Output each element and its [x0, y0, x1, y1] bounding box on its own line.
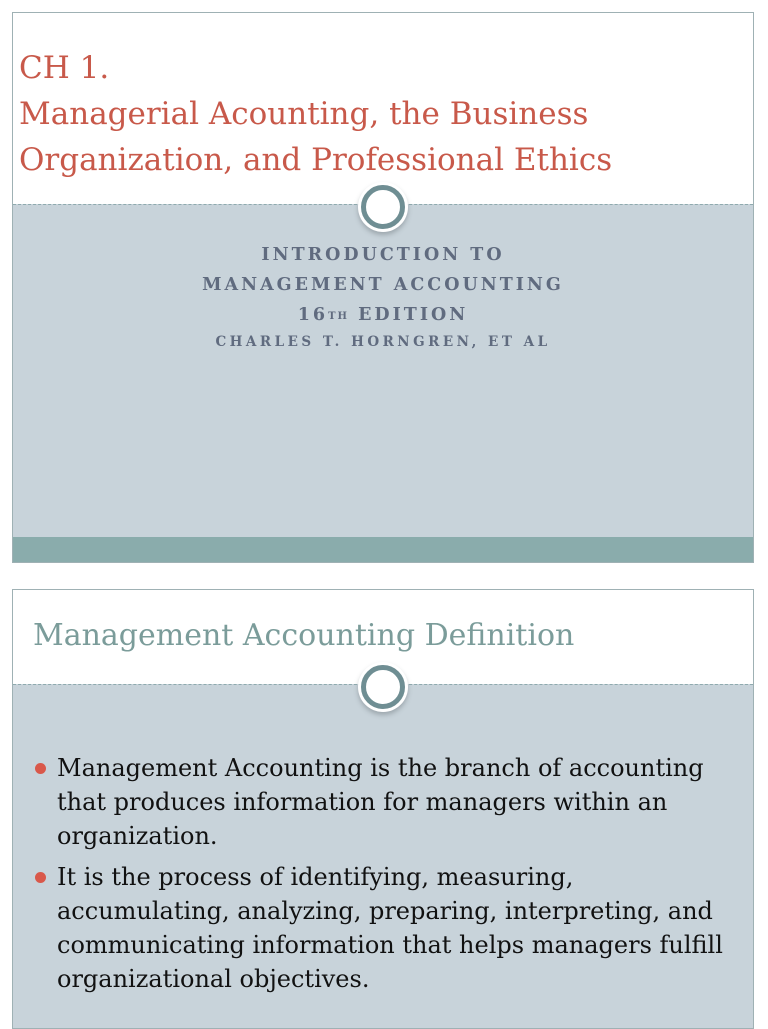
bullet-text: It is the process of identifying, measuring, accumulating, analyzing, preparing, interpreting, and communicating information that helps managers fulfill organizational objectives. [57, 863, 723, 993]
slide-1-title-area [13, 13, 753, 204]
edition-word: EDITION [358, 305, 469, 325]
book-subtitle [13, 240, 753, 353]
list-item [35, 751, 735, 853]
edition-number: 16 [297, 305, 329, 325]
definition-title: Management Accounting Definition [33, 618, 575, 653]
subtitle-line-1: INTRODUCTION TO [261, 245, 505, 265]
slide-2 [12, 589, 754, 1029]
bullet-dot-icon [35, 872, 46, 883]
list-item [35, 860, 735, 996]
slide-1 [12, 12, 754, 563]
chapter-title-line-2: Managerial Acounting, the Business [19, 96, 589, 132]
chapter-title-line-3: Organization, and Professional Ethics [19, 142, 613, 178]
ring-icon [361, 185, 405, 229]
subtitle-line-2: MANAGEMENT ACCOUNTING [202, 275, 564, 295]
chapter-title-line-1: CH 1. [19, 50, 110, 86]
bullet-text: Management Accounting is the branch of accounting that produces information for managers within an organization. [57, 754, 704, 850]
bullet-dot-icon [35, 763, 46, 774]
chapter-title [19, 45, 612, 183]
edition-suffix: TH [328, 311, 349, 322]
definition-bullets [35, 751, 735, 1003]
ring-icon [361, 665, 405, 709]
edition-line [13, 300, 753, 330]
slide-1-footer-band [13, 537, 753, 562]
author-line: CHARLES T. HORNGREN, ET AL [215, 334, 551, 350]
